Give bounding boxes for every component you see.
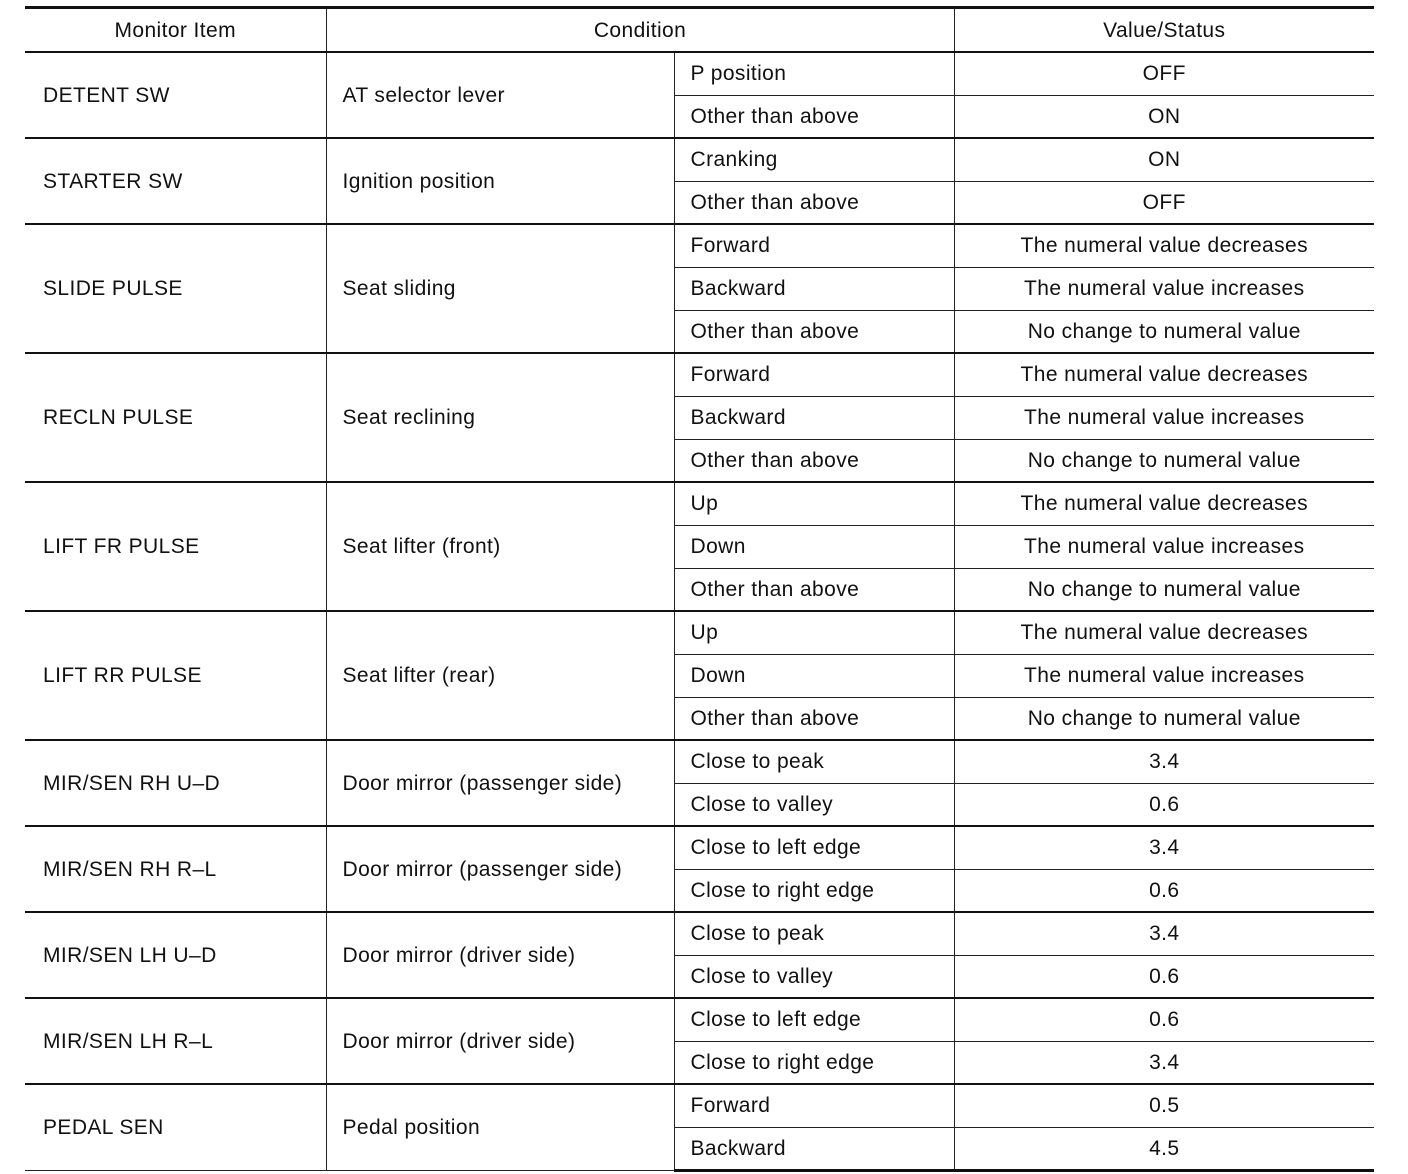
table-row xyxy=(25,998,1374,1041)
value-status-cell: ON xyxy=(954,138,1374,181)
value-status-cell: 4.5 xyxy=(954,1127,1374,1170)
value-status-cell: The numeral value increases xyxy=(954,267,1374,310)
condition-cell: Seat lifter (front) xyxy=(326,482,674,611)
table-row xyxy=(25,482,1374,525)
condition-state-cell: Other than above xyxy=(674,697,954,740)
condition-state-cell: Up xyxy=(674,482,954,525)
condition-cell: Seat sliding xyxy=(326,224,674,353)
condition-state-cell: Close to right edge xyxy=(674,869,954,912)
monitor-item-cell: RECLN PULSE xyxy=(25,353,326,482)
condition-state-cell: Down xyxy=(674,525,954,568)
condition-state-cell: Close to right edge xyxy=(674,1041,954,1084)
monitor-item-cell: MIR/SEN RH R–L xyxy=(25,826,326,912)
value-status-cell: 0.6 xyxy=(954,783,1374,826)
table-row xyxy=(25,1084,1374,1127)
value-status-cell: The numeral value increases xyxy=(954,654,1374,697)
value-status-cell: OFF xyxy=(954,52,1374,95)
table-row xyxy=(25,138,1374,181)
value-status-cell: 0.6 xyxy=(954,955,1374,998)
condition-state-cell: Backward xyxy=(674,396,954,439)
condition-state-cell: Forward xyxy=(674,353,954,396)
condition-state-cell: Up xyxy=(674,611,954,654)
condition-state-cell: Close to peak xyxy=(674,912,954,955)
value-status-cell: 0.5 xyxy=(954,1084,1374,1127)
value-status-cell: The numeral value decreases xyxy=(954,353,1374,396)
table-row xyxy=(25,52,1374,95)
condition-cell: Pedal position xyxy=(326,1084,674,1170)
monitor-item-cell: DETENT SW xyxy=(25,52,326,138)
monitor-item-cell: LIFT FR PULSE xyxy=(25,482,326,611)
condition-cell: Door mirror (passenger side) xyxy=(326,826,674,912)
table-row xyxy=(25,826,1374,869)
condition-cell: Door mirror (driver side) xyxy=(326,998,674,1084)
condition-state-cell: Other than above xyxy=(674,568,954,611)
condition-cell: Ignition position xyxy=(326,138,674,224)
table-row xyxy=(25,353,1374,396)
value-status-cell: No change to numeral value xyxy=(954,697,1374,740)
condition-state-cell: Other than above xyxy=(674,439,954,482)
value-status-cell: The numeral value decreases xyxy=(954,611,1374,654)
condition-cell: AT selector lever xyxy=(326,52,674,138)
condition-state-cell: Forward xyxy=(674,1084,954,1127)
value-status-cell: OFF xyxy=(954,181,1374,224)
condition-state-cell: Backward xyxy=(674,267,954,310)
condition-state-cell: Other than above xyxy=(674,95,954,138)
monitor-item-cell: MIR/SEN LH U–D xyxy=(25,912,326,998)
header-monitor-item: Monitor Item xyxy=(25,8,326,53)
monitor-item-cell: MIR/SEN LH R–L xyxy=(25,998,326,1084)
value-status-cell: 3.4 xyxy=(954,912,1374,955)
monitor-item-cell: PEDAL SEN xyxy=(25,1084,326,1170)
value-status-cell: The numeral value increases xyxy=(954,525,1374,568)
monitor-item-cell: STARTER SW xyxy=(25,138,326,224)
monitor-table xyxy=(25,6,1374,1172)
value-status-cell: 0.6 xyxy=(954,998,1374,1041)
condition-state-cell: Backward xyxy=(674,1127,954,1170)
value-status-cell: The numeral value increases xyxy=(954,396,1374,439)
value-status-cell: No change to numeral value xyxy=(954,568,1374,611)
condition-state-cell: Close to valley xyxy=(674,783,954,826)
condition-state-cell: Close to left edge xyxy=(674,998,954,1041)
value-status-cell: No change to numeral value xyxy=(954,310,1374,353)
value-status-cell: The numeral value decreases xyxy=(954,482,1374,525)
condition-cell: Door mirror (passenger side) xyxy=(326,740,674,826)
condition-state-cell: Forward xyxy=(674,224,954,267)
condition-state-cell: Other than above xyxy=(674,181,954,224)
condition-state-cell: Other than above xyxy=(674,310,954,353)
value-status-cell: 0.6 xyxy=(954,869,1374,912)
table-row xyxy=(25,224,1374,267)
condition-state-cell: Close to valley xyxy=(674,955,954,998)
value-status-cell: 3.4 xyxy=(954,1041,1374,1084)
condition-state-cell: Close to left edge xyxy=(674,826,954,869)
monitor-item-cell: SLIDE PULSE xyxy=(25,224,326,353)
monitor-item-cell: LIFT RR PULSE xyxy=(25,611,326,740)
condition-state-cell: Down xyxy=(674,654,954,697)
condition-cell: Seat lifter (rear) xyxy=(326,611,674,740)
header-value-status: Value/Status xyxy=(954,8,1374,53)
table-row xyxy=(25,912,1374,955)
value-status-cell: The numeral value decreases xyxy=(954,224,1374,267)
table-row xyxy=(25,740,1374,783)
value-status-cell: ON xyxy=(954,95,1374,138)
condition-state-cell: Cranking xyxy=(674,138,954,181)
header-row xyxy=(25,8,1374,53)
condition-state-cell: P position xyxy=(674,52,954,95)
monitor-item-cell: MIR/SEN RH U–D xyxy=(25,740,326,826)
value-status-cell: 3.4 xyxy=(954,826,1374,869)
header-condition: Condition xyxy=(326,8,954,53)
value-status-cell: 3.4 xyxy=(954,740,1374,783)
condition-cell: Seat reclining xyxy=(326,353,674,482)
table-body xyxy=(25,52,1374,1170)
condition-state-cell: Close to peak xyxy=(674,740,954,783)
table-row xyxy=(25,611,1374,654)
value-status-cell: No change to numeral value xyxy=(954,439,1374,482)
condition-cell: Door mirror (driver side) xyxy=(326,912,674,998)
